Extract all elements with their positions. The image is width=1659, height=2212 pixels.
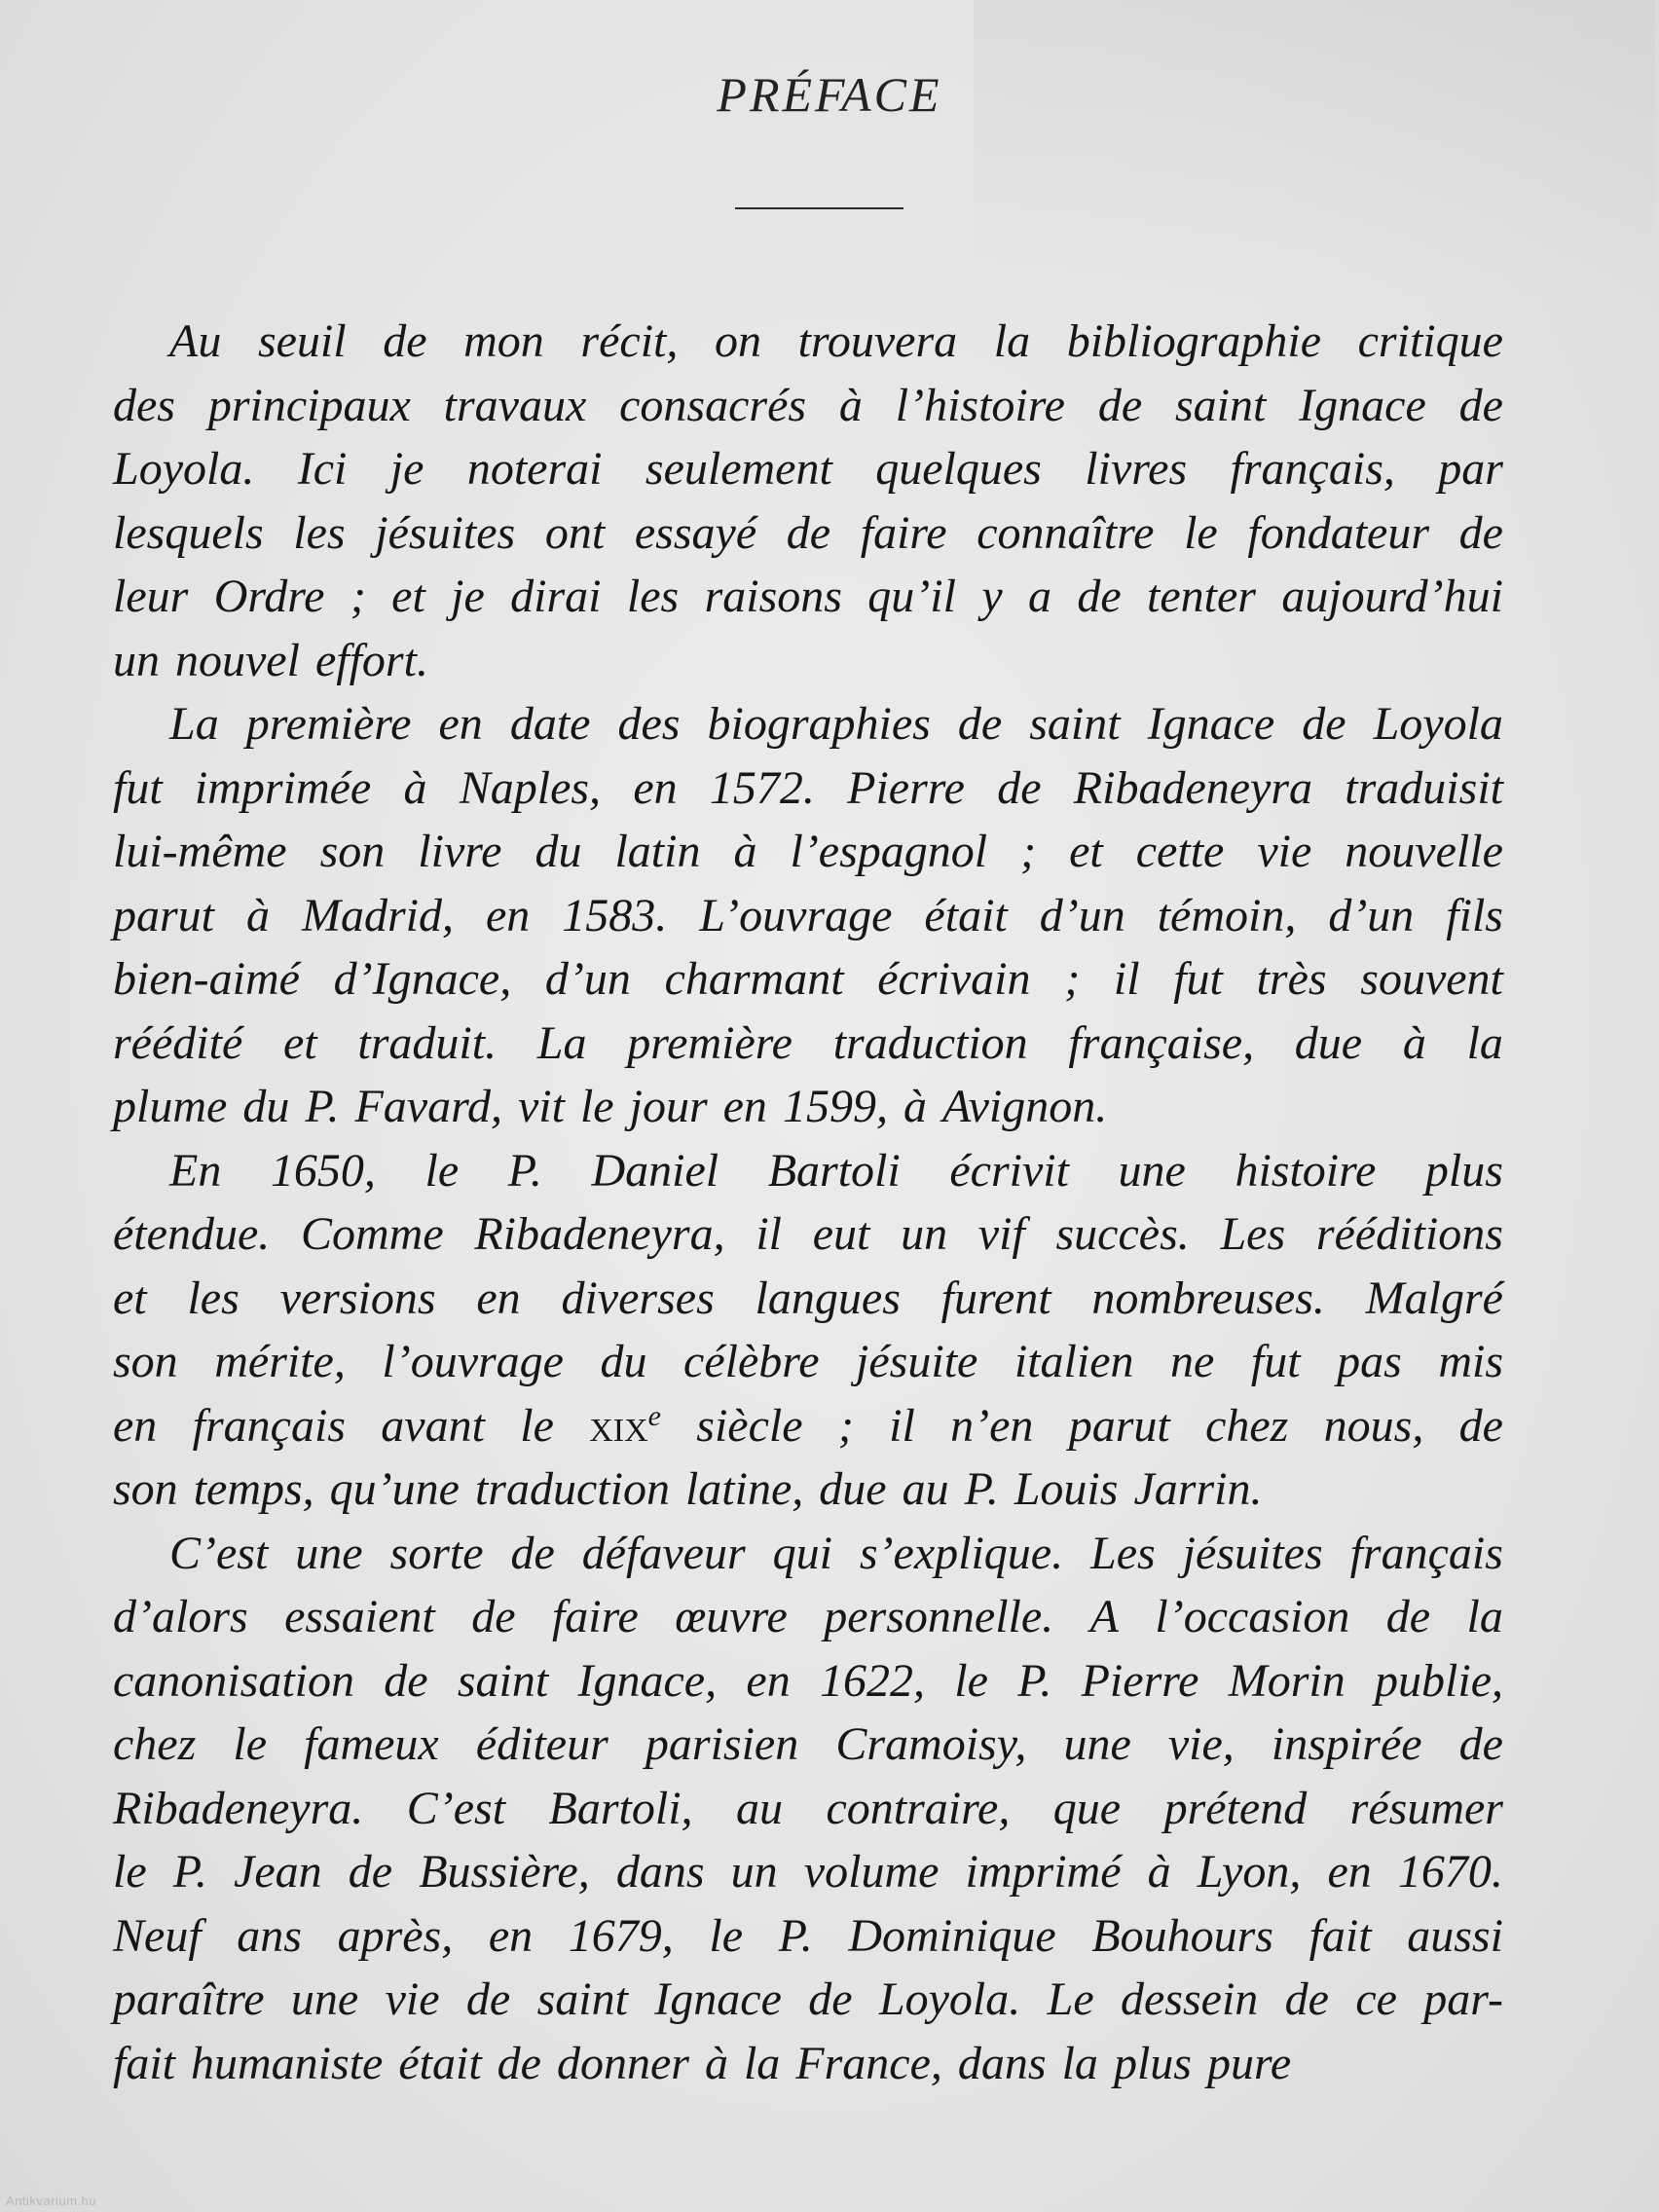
text-line: d’alors essaient de faire œuvre personnelle. A l’occasion de la: [113, 1591, 1503, 1642]
text-line: chez le fameux éditeur parisien Cramoisy, une vie, inspirée de: [113, 1718, 1503, 1770]
text-line: des principaux travaux consacrés à l’histoire de saint Ignace de: [113, 379, 1503, 431]
text-line: paraître une vie de saint Ignace de Loyola. Le dessein de ce par-: [113, 1973, 1503, 2025]
text-line: En 1650, le P. Daniel Bartoli écrivit une histoire plus: [169, 1144, 1503, 1197]
text-line: lui-même son livre du latin à l’espagnol ; et cette vie nouvelle: [113, 826, 1503, 877]
bleed-through-shadow: [974, 0, 1655, 292]
text-line: lesquels les jésuites ont essayé de faire connaître le fondateur de: [113, 506, 1503, 559]
text-line: Au seuil de mon récit, on trouvera la bibliographie critique: [169, 315, 1503, 367]
text-line: le P. Jean de Bussière, dans un volume imprimé à Lyon, en 1670.: [113, 1846, 1503, 1898]
text-line: réédité et traduit. La première traduction française, due à la: [113, 1016, 1503, 1069]
text-line: C’est une sorte de défaveur qui s’explique. Les jésuites français: [169, 1527, 1503, 1579]
body-text: [113, 310, 1503, 2095]
text-line: Neuf ans après, en 1679, le P. Dominique Bouhours fait aussi: [113, 1909, 1503, 1962]
text-line: fut imprimée à Naples, en 1572. Pierre de Ribadeneyra traduisit: [113, 761, 1503, 814]
text-line: étendue. Comme Ribadeneyra, il eut un vif succès. Les rééditions: [113, 1208, 1503, 1260]
page-title: PRÉFACE: [717, 67, 942, 122]
text-line: leur Ordre ; et je dirai les raisons qu’il y a de tenter aujourd’hui: [113, 571, 1503, 622]
text-line: son temps, qu’une traduction latine, due au P. Louis Jarrin.: [113, 1463, 1263, 1515]
text-line: bien-aimé d’Ignace, d’un charmant écrivain ; il fut très souvent: [113, 953, 1503, 1005]
text-line: fait humaniste était de donner à la France, dans la plus pure: [113, 2037, 1292, 2089]
text-line: La première en date des biographies de saint Ignace de Loyola: [169, 698, 1503, 750]
text-line: et les versions en diverses langues furent nombreuses. Malgré: [113, 1272, 1503, 1324]
text-line: canonisation de saint Ignace, en 1622, le P. Pierre Morin publie,: [113, 1654, 1503, 1707]
text-line: son mérite, l’ouvrage du célèbre jésuite italien ne fut pas mis: [113, 1336, 1503, 1387]
text-line: Ribadeneyra. C’est Bartoli, au contraire, que prétend résumer: [113, 1782, 1503, 1834]
text-line: Loyola. Ici je noterai seulement quelques livres français, par: [113, 443, 1503, 495]
text-line: en français avant le xix$^e$ siècle ; il n’en parut chez nous, de: [113, 1399, 1503, 1452]
text-line: parut à Madrid, en 1583. L’ouvrage était d’un témoin, d’un fils: [113, 889, 1503, 941]
title-divider: [735, 207, 903, 209]
text-line: un nouvel effort.: [113, 634, 428, 686]
watermark: Antikvarium.hu: [6, 2194, 96, 2208]
text-line: plume du P. Favard, vit le jour en 1599, à Avignon.: [113, 1081, 1108, 1132]
